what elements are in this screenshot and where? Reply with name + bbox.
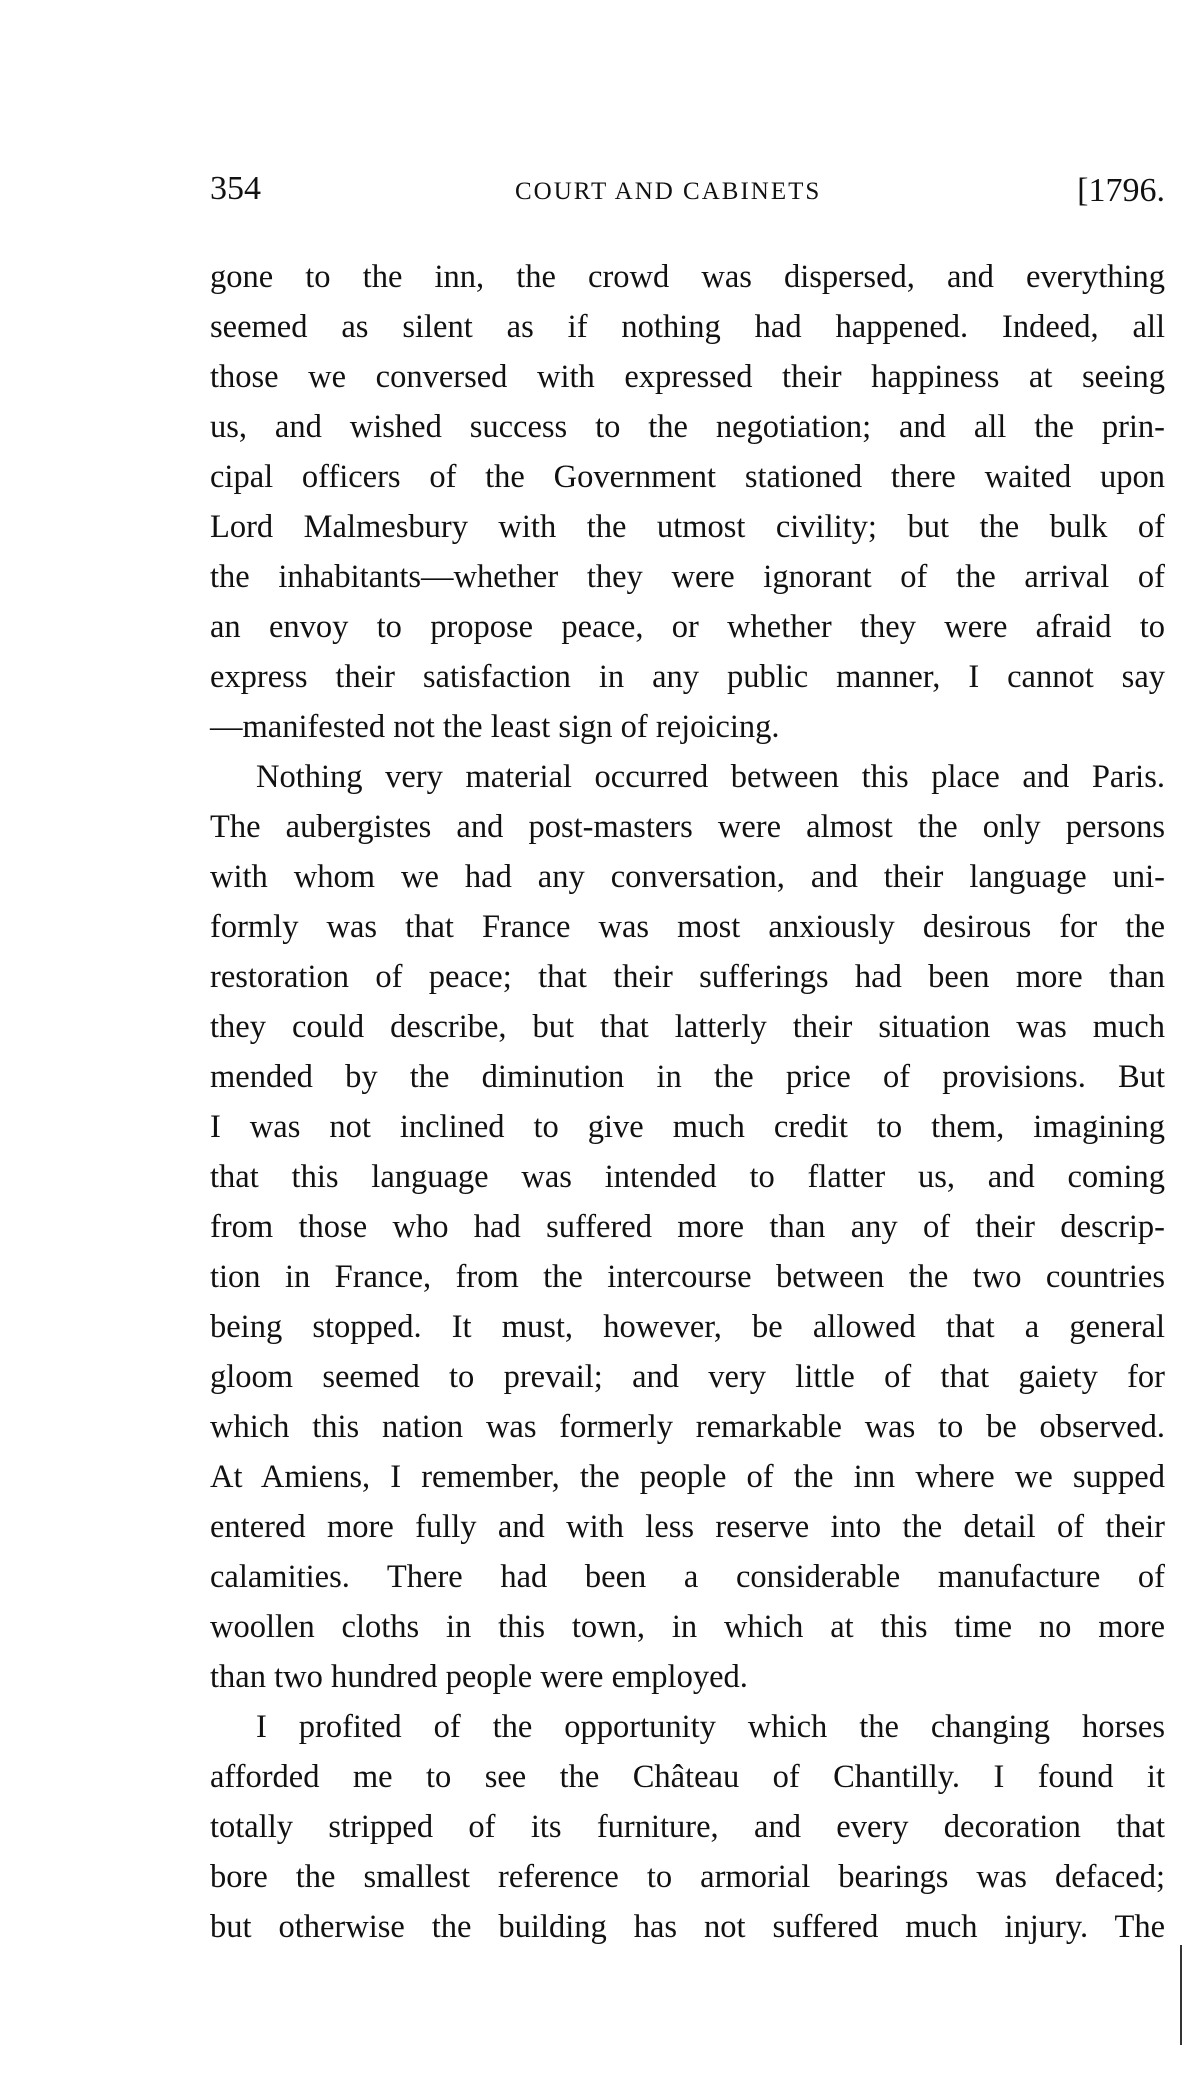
text-line: At Amiens, I remember, the people of the inn where we supped (210, 1459, 1165, 1495)
text-line: than two hundred people were employed. (210, 1659, 748, 1695)
text-line: cipal officers of the Government stationed there waited upon (210, 459, 1165, 495)
body-text (210, 252, 1165, 1952)
text-line: with whom we had any conversation, and their language uni- (210, 859, 1165, 895)
text-line: I profited of the opportunity which the changing horses (256, 1709, 1165, 1745)
text-line: those we conversed with expressed their happiness at seeing (210, 359, 1165, 395)
text-line: Lord Malmesbury with the utmost civility; but the bulk of (210, 509, 1165, 545)
page-edge-mark (1180, 1945, 1182, 2045)
text-line: that this language was intended to flatter us, and coming (210, 1159, 1165, 1195)
page-header (210, 170, 1170, 220)
text-line: restoration of peace; that their sufferings had been more than (210, 959, 1165, 995)
text-line: The aubergistes and post-masters were almost the only persons (210, 809, 1165, 845)
text-line: mended by the diminution in the price of provisions. But (210, 1059, 1165, 1095)
text-line: from those who had suffered more than any of their descrip- (210, 1209, 1165, 1245)
text-line: woollen cloths in this town, in which at this time no more (210, 1609, 1165, 1645)
text-line: I was not inclined to give much credit to them, imagining (210, 1109, 1165, 1145)
text-line: us, and wished success to the negotiation; and all the prin- (210, 409, 1165, 445)
text-line: which this nation was formerly remarkable was to be observed. (210, 1409, 1165, 1445)
text-line: express their satisfaction in any public manner, I cannot say (210, 659, 1165, 695)
text-line: Nothing very material occurred between this place and Paris. (256, 759, 1165, 795)
text-line: tion in France, from the intercourse between the two countries (210, 1259, 1165, 1295)
text-line: entered more fully and with less reserve into the detail of their (210, 1509, 1165, 1545)
text-line: the inhabitants—whether they were ignorant of the arrival of (210, 559, 1165, 595)
text-line: seemed as silent as if nothing had happened. Indeed, all (210, 309, 1165, 345)
text-line: formly was that France was most anxiously desirous for the (210, 909, 1165, 945)
text-line: gone to the inn, the crowd was dispersed, and everything (210, 259, 1165, 295)
text-line: being stopped. It must, however, be allowed that a general (210, 1309, 1165, 1345)
text-line: calamities. There had been a considerable manufacture of (210, 1559, 1165, 1595)
page-number: 354 (210, 170, 261, 207)
text-line: afforded me to see the Château of Chantilly. I found it (210, 1759, 1165, 1795)
running-title: COURT AND CABINETS (515, 178, 822, 205)
text-line: —manifested not the least sign of rejoicing. (210, 709, 780, 745)
header-year: [1796. (1077, 172, 1165, 209)
text-line: they could describe, but that latterly their situation was much (210, 1009, 1165, 1045)
text-line: but otherwise the building has not suffered much injury. The (210, 1909, 1165, 1945)
text-line: gloom seemed to prevail; and very little of that gaiety for (210, 1359, 1165, 1395)
text-line: bore the smallest reference to armorial bearings was defaced; (210, 1859, 1165, 1895)
text-line: totally stripped of its furniture, and every decoration that (210, 1809, 1165, 1845)
text-line: an envoy to propose peace, or whether they were afraid to (210, 609, 1165, 645)
